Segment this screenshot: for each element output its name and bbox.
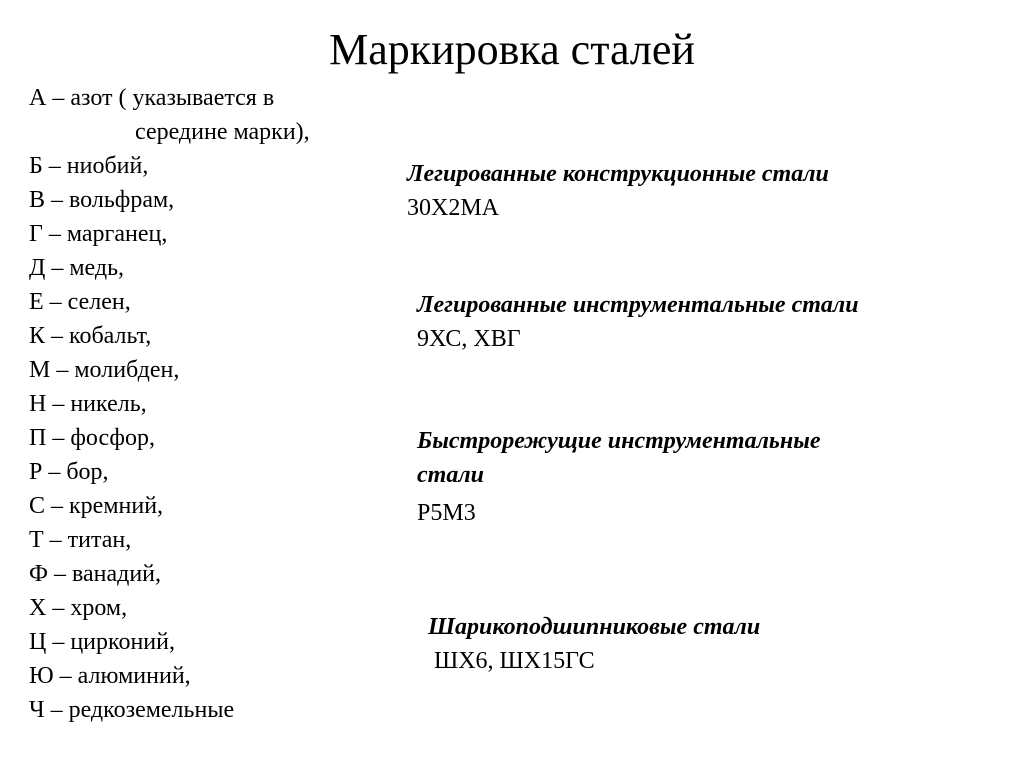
- list-item-continuation: середине марки),: [135, 119, 310, 145]
- list-item: П – фосфор,: [29, 425, 155, 451]
- steel-group-title: Легированные инструментальные стали: [417, 292, 859, 318]
- steel-group-title: Быстрорежущие инструментальные: [417, 428, 821, 454]
- list-item: Г – марганец,: [29, 221, 168, 247]
- list-item: Ц – цирконий,: [29, 629, 175, 655]
- list-item: Ю – алюминий,: [29, 663, 191, 689]
- steel-group-bearing: [428, 610, 760, 678]
- element-letter-list: [29, 81, 310, 727]
- list-item: Ф – ванадий,: [29, 561, 162, 587]
- steel-group-structural-alloy: [407, 157, 829, 225]
- steel-group-title-continuation: стали: [417, 462, 484, 488]
- list-item: К – кобальт,: [29, 323, 152, 349]
- list-item: Н – никель,: [29, 391, 147, 417]
- steel-grade-example: ШХ6, ШХ15ГС: [434, 648, 595, 674]
- list-item: А – азот ( указывается в: [29, 85, 275, 111]
- list-item: Ч – редкоземельные: [29, 697, 235, 723]
- steel-group-title: Шарикоподшипниковые стали: [428, 614, 761, 640]
- steel-group-title: Легированные конструкционные стали: [407, 161, 829, 187]
- list-item: М – молибден,: [29, 357, 180, 383]
- list-item: Д – медь,: [29, 255, 125, 281]
- list-item: С – кремний,: [29, 493, 164, 519]
- list-item: Р – бор,: [29, 459, 109, 485]
- steel-grade-example: 30Х2МА: [407, 195, 500, 221]
- list-item: Е – селен,: [29, 289, 131, 315]
- steel-group-high-speed: [417, 424, 977, 530]
- steel-grade-example: 9ХС, ХВГ: [417, 326, 521, 352]
- list-item: Б – ниобий,: [29, 153, 149, 179]
- list-item: Х – хром,: [29, 595, 128, 621]
- steel-group-tool-alloy: [417, 288, 859, 356]
- slide-title: Маркировка сталей: [329, 25, 695, 74]
- steel-grade-example: Р5М3: [417, 500, 476, 526]
- list-item: В – вольфрам,: [29, 187, 175, 213]
- list-item: Т – титан,: [29, 527, 132, 553]
